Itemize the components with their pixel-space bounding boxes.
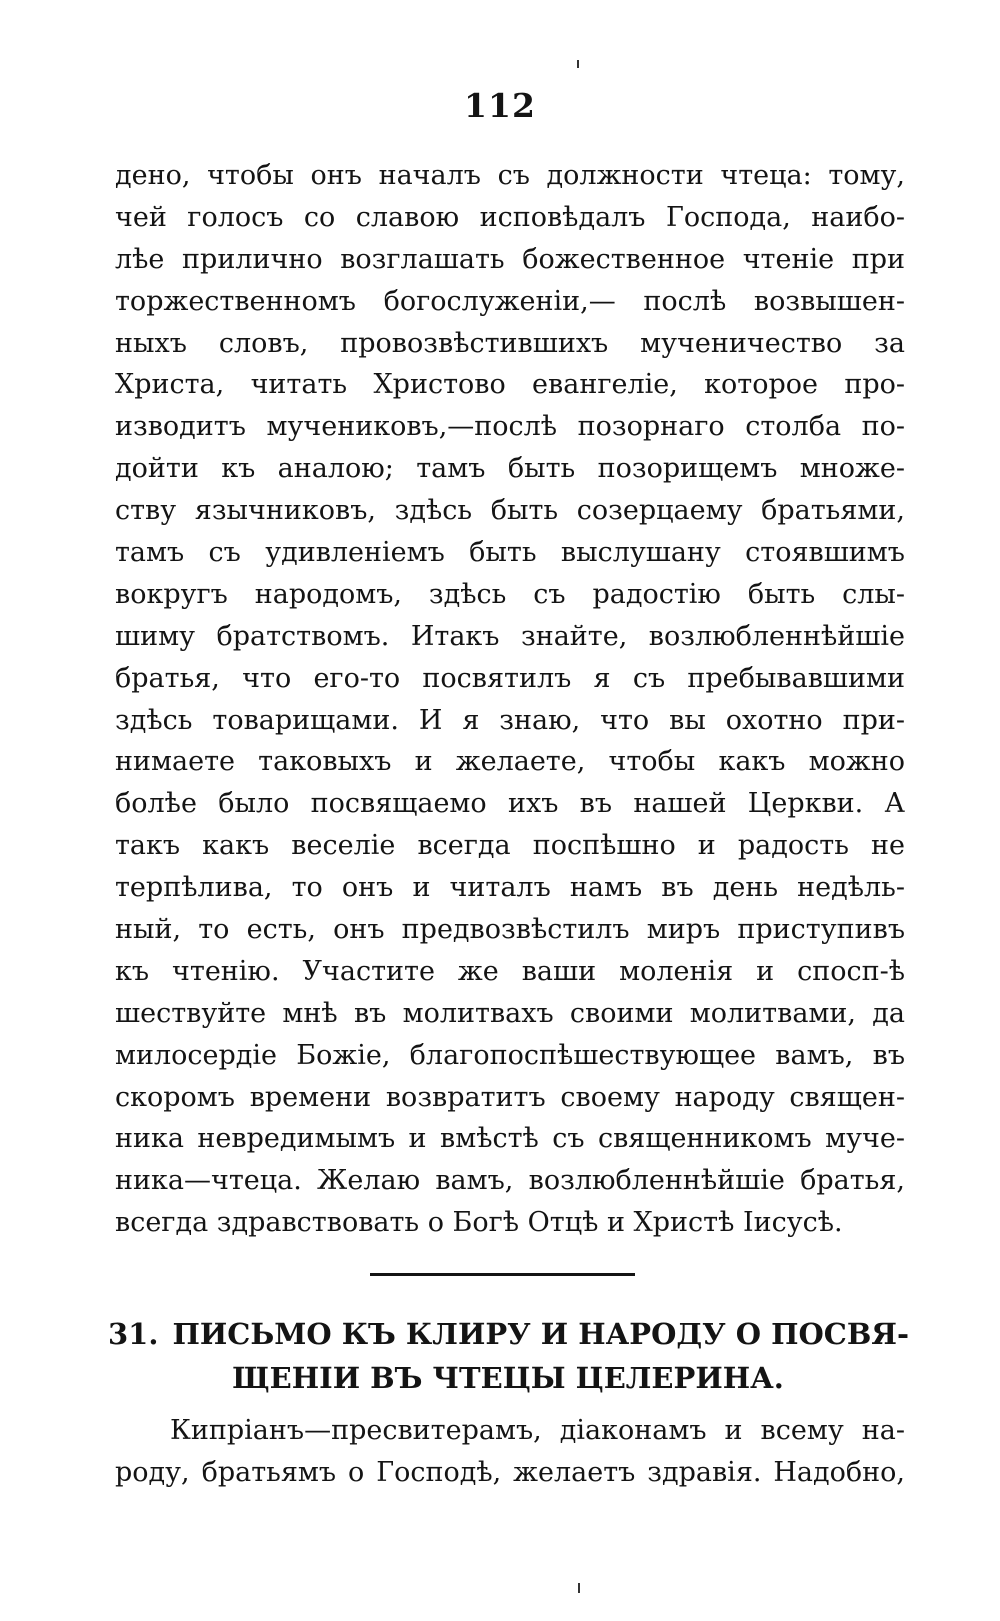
text-line: милосердіе Божіе, благопоспѣшествующее вамъ, въ [115,1039,905,1071]
text-line: всегда здравствовать о Богѣ Отцѣ и Христѣ Іисусѣ. [115,1207,843,1239]
section-heading-line-1 [108,1312,908,1356]
text-line: чей голосъ со славою исповѣдалъ Господа, наибо- [115,201,905,233]
text-line: терпѣлива, то онъ и читалъ намъ въ день недѣль- [115,872,905,904]
print-speck [577,60,579,68]
text-line: здѣсь товарищами. И я знаю, что вы охотно при- [115,704,905,736]
text-line: къ чтенію. Участите же ваши моленія и спосп-ѣ [115,955,905,987]
text-line: братья, что его-то посвятилъ я съ пребывавшими [115,662,905,694]
text-line: ника—чтеца. Желаю вамъ, возлюбленнѣйшіе братья, [115,1165,905,1197]
text-line: тамъ съ удивленіемъ быть выслушану стоявшимъ [115,537,905,569]
text-line: дено, чтобы онъ началъ съ должности чтеца: тому, [115,160,905,191]
text-line: ника невредимымъ и вмѣстѣ съ священникомъ муче- [115,1123,905,1155]
text-line: Христа, читать Христово евангеліе, которое про- [115,369,905,401]
text-line: нимаете таковыхъ и желаете, чтобы какъ можно [115,746,905,778]
text-line: дойти къ аналою; тамъ быть позорищемъ множе- [115,453,905,485]
text-line: вокругъ народомъ, здѣсь съ радостію быть слы- [115,578,905,610]
text-line: лѣе прилично возглашать божественное чтеніе при [115,243,905,275]
page-number: 112 [464,86,536,125]
text-line: скоромъ времени возвратитъ своему народу священ- [115,1081,905,1113]
text-line: роду, братьямъ о Господѣ, желаетъ здравія. Надобно, [115,1456,905,1488]
section-heading [108,1312,908,1400]
text-line: такъ какъ веселіе всегда поспѣшно и радость не [115,830,905,862]
text-line: торжественномъ богослуженіи,— послѣ возвышен- [115,285,905,317]
letter-opening [115,1410,905,1494]
text-line: ный, то есть, онъ предвозвѣстилъ миръ приступивъ [115,914,905,946]
text-line: изводитъ мучениковъ,—послѣ позорнаго столба по- [115,411,905,443]
text-line: ству язычниковъ, здѣсь быть созерцаему братьями, [115,495,905,527]
section-title-part-2: ЩЕНІИ ВЪ ЧТЕЦЫ ЦЕЛЕРИНА. [232,1361,784,1395]
print-speck [578,1583,580,1593]
text-line: шиму братствомъ. Итакъ знайте, возлюбленнѣйшіе [115,620,905,652]
section-number: 31. [108,1317,159,1351]
text-line: болѣе было посвящаемо ихъ въ нашей Церкви. А [115,788,905,820]
text-line: Кипріанъ—пресвитерамъ, діаконамъ и всему на- [170,1415,905,1446]
text-line: ныхъ словъ, провозвѣстившихъ мученичество за [115,327,905,359]
body-text [115,155,905,1244]
text-line: шествуйте мнѣ въ молитвахъ своими молитвами, да [115,997,905,1029]
section-divider [370,1273,635,1276]
section-title-part-1: ПИСЬМО КЪ КЛИРУ И НАРОДУ О ПОСВЯ- [172,1317,909,1351]
